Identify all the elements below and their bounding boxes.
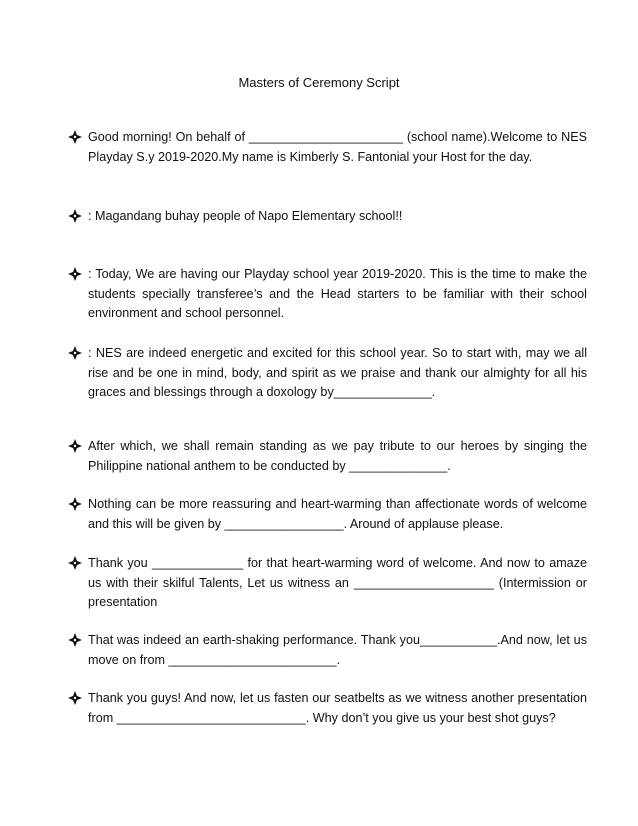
script-item-5	[68, 437, 587, 476]
diamond-bullet-icon	[68, 556, 82, 570]
script-text-4: : NES are indeed energetic and excited for this school year. So to start with, may we all rise and be one in mind, body, and spirit as we praise and thank our almighty for all his graces and blessings through a doxology by______________.	[88, 346, 587, 399]
script-text-7: Thank you _____________ for that heart-warming word of welcome. And now to amaze us with their skilful Talents, Let us witness an ____________________ (Intermission or presentation	[88, 556, 587, 609]
script-item-6	[68, 495, 587, 534]
diamond-bullet-icon	[68, 691, 82, 705]
script-text-6: Nothing can be more reassuring and heart-warming than affectionate words of welcome and this will be given by _________________. Around of applause please.	[88, 497, 587, 531]
diamond-bullet-icon	[68, 633, 82, 647]
diamond-bullet-icon	[68, 497, 82, 511]
script-item-3	[68, 265, 587, 324]
script-text-9: Thank you guys! And now, let us fasten our seatbelts as we witness another presentation from ___________________________. Why don’t you give us your best shot guys?	[88, 691, 587, 725]
diamond-bullet-icon	[68, 130, 82, 144]
script-text-3: : Today, We are having our Playday school year 2019-2020. This is the time to make the students specially transferee’s and the Head starters to be familiar with their school environment and school personnel.	[88, 267, 587, 320]
script-item-2	[68, 207, 587, 227]
script-item-7	[68, 554, 587, 613]
diamond-bullet-icon	[68, 267, 82, 281]
script-item-8	[68, 631, 587, 670]
script-text-8: That was indeed an earth-shaking performance. Thank you___________.And now, let us move on from ________________________.	[88, 633, 587, 667]
script-item-4	[68, 344, 587, 403]
script-text-5: After which, we shall remain standing as we pay tribute to our heroes by singing the Philippine national anthem to be conducted by ______________.	[88, 439, 587, 473]
document-title: Masters of Ceremony Script	[238, 75, 400, 90]
script-item-1	[68, 128, 587, 167]
diamond-bullet-icon	[68, 346, 82, 360]
diamond-bullet-icon	[68, 209, 82, 223]
script-item-9	[68, 689, 587, 728]
diamond-bullet-icon	[68, 439, 82, 453]
script-text-2: : Magandang buhay people of Napo Elementary school!!	[88, 209, 403, 223]
script-text-1: Good morning! On behalf of ______________________ (school name).Welcome to NES Playday S.y 2019-2020.My name is Kimberly S. Fantonial your Host for the day.	[88, 130, 587, 164]
